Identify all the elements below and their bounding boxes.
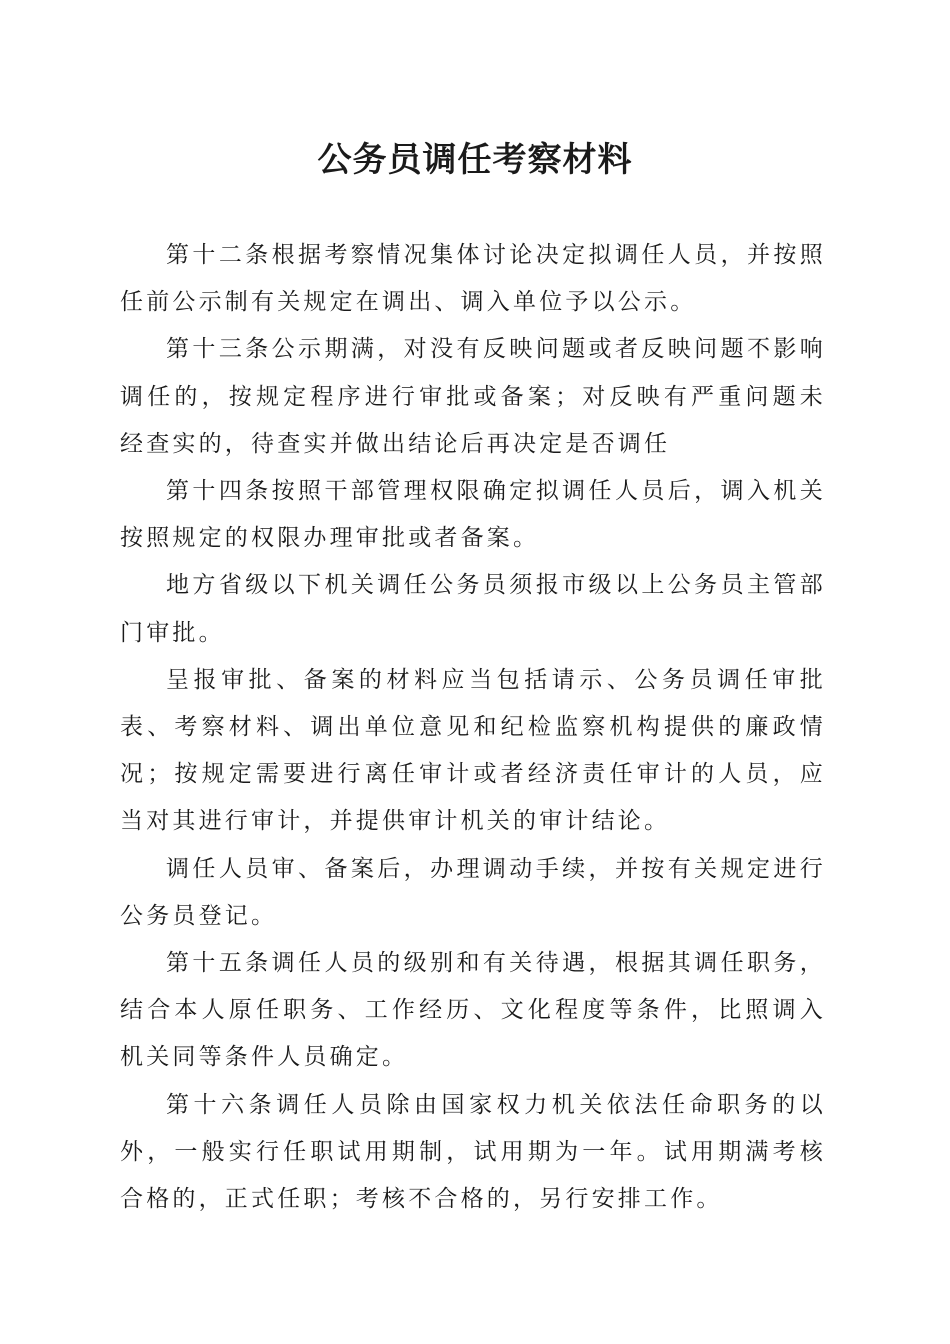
paragraph-article-14: 第十四条按照干部管理权限确定拟调任人员后，调入机关按照规定的权限办理审批或者备案。 bbox=[120, 478, 826, 552]
paragraph-article-13: 第十三条公示期满，对没有反映问题或者反映问题不影响调任的，按规定程序进行审批或备案；对反映有严重问题未经查实的，待查实并做出结论后再决定是否调任 bbox=[120, 336, 826, 457]
paragraph-submission-materials: 呈报审批、备案的材料应当包括请示、公务员调任审批表、考察材料、调出单位意见和纪检监察机构提供的廉政情况；按规定需要进行离任审计或者经济责任审计的人员，应当对其进行审计，并提供审计机关的审计结论。 bbox=[120, 666, 826, 835]
paragraph-transfer-procedures: 调任人员审、备案后，办理调动手续，并按有关规定进行公务员登记。 bbox=[120, 855, 826, 929]
paragraph-local-approval: 地方省级以下机关调任公务员须报市级以上公务员主管部门审批。 bbox=[120, 572, 826, 646]
document-title: 公务员调任考察材料 bbox=[317, 140, 633, 180]
paragraph-article-12: 第十二条根据考察情况集体讨论决定拟调任人员，并按照任前公示制有关规定在调出、调入单位予以公示。 bbox=[120, 242, 826, 316]
paragraph-article-15: 第十五条调任人员的级别和有关待遇，根据其调任职务，结合本人原任职务、工作经历、文化程度等条件，比照调入机关同等条件人员确定。 bbox=[120, 950, 826, 1071]
document-body bbox=[120, 232, 826, 1223]
paragraph-article-16: 第十六条调任人员除由国家权力机关依法任命职务的以外，一般实行任职试用期制，试用期为一年。试用期满考核合格的，正式任职；考核不合格的，另行安排工作。 bbox=[120, 1091, 826, 1213]
